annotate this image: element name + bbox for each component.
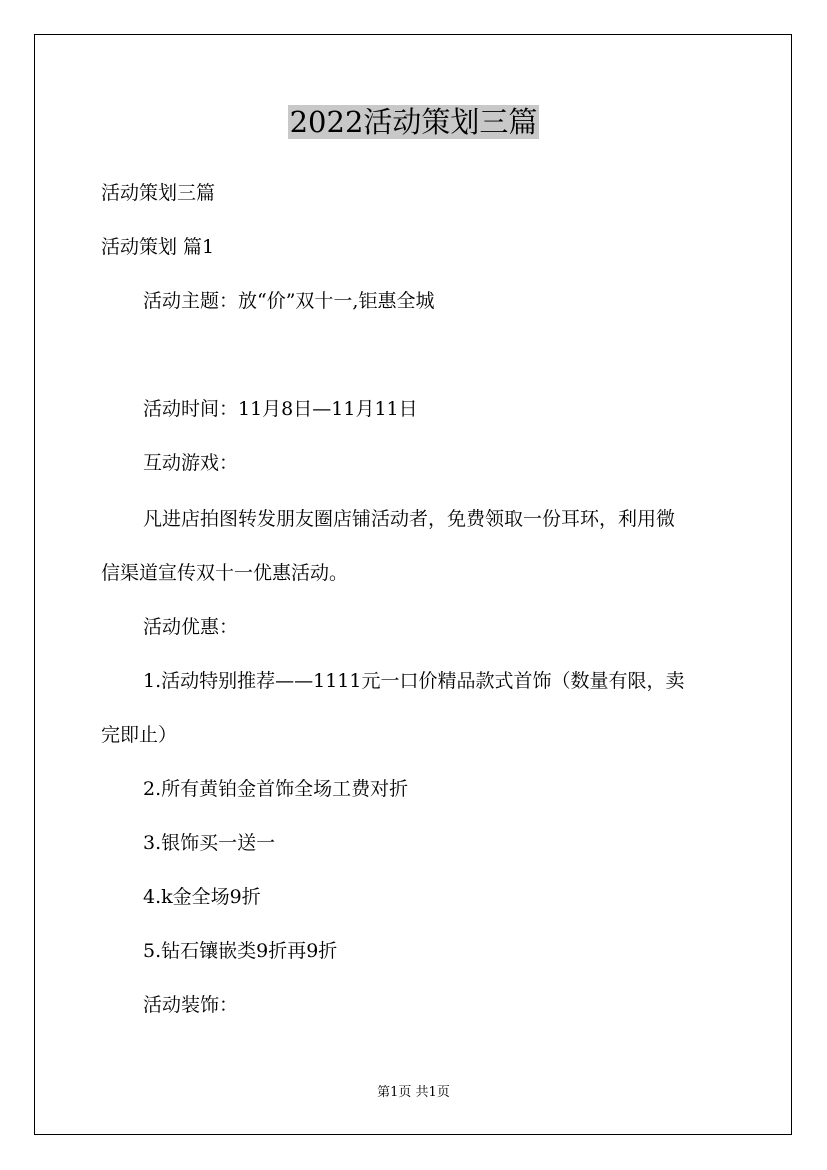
text-line: 活动优惠： xyxy=(143,616,239,638)
text-line: 5.钻石镶嵌类9折再9折 xyxy=(143,940,338,962)
text-line: 凡进店拍图转发朋友圈店铺活动者，免费领取一份耳环，利用微 xyxy=(143,508,676,530)
text-line: 活动策划三篇 xyxy=(101,182,216,204)
text-line: 2.所有黄铂金首饰全场工费对折 xyxy=(143,778,409,800)
text-line: 信渠道宣传双十一优惠活动。 xyxy=(101,562,349,584)
text-line: 活动主题：放“价”双十一,钜惠全城 xyxy=(143,290,435,312)
document-title-text: 2022活动策划三篇 xyxy=(289,105,538,139)
text-line: 活动策划 篇1 xyxy=(101,236,215,258)
text-line: 1.活动特别推荐——1111元一口价精品款式首饰（数量有限，卖 xyxy=(143,670,685,692)
text-line: 完即止） xyxy=(101,724,178,746)
text-line: 活动时间：11月8日—11月11日 xyxy=(143,398,418,420)
text-line: 互动游戏： xyxy=(143,452,239,474)
document-title xyxy=(0,102,827,142)
page-number-footer: 第1页 共1页 xyxy=(377,1085,450,1100)
text-line: 活动装饰： xyxy=(143,994,239,1016)
text-line: 4.k金全场9折 xyxy=(143,886,261,908)
text-line: 3.银饰买一送一 xyxy=(143,832,276,854)
